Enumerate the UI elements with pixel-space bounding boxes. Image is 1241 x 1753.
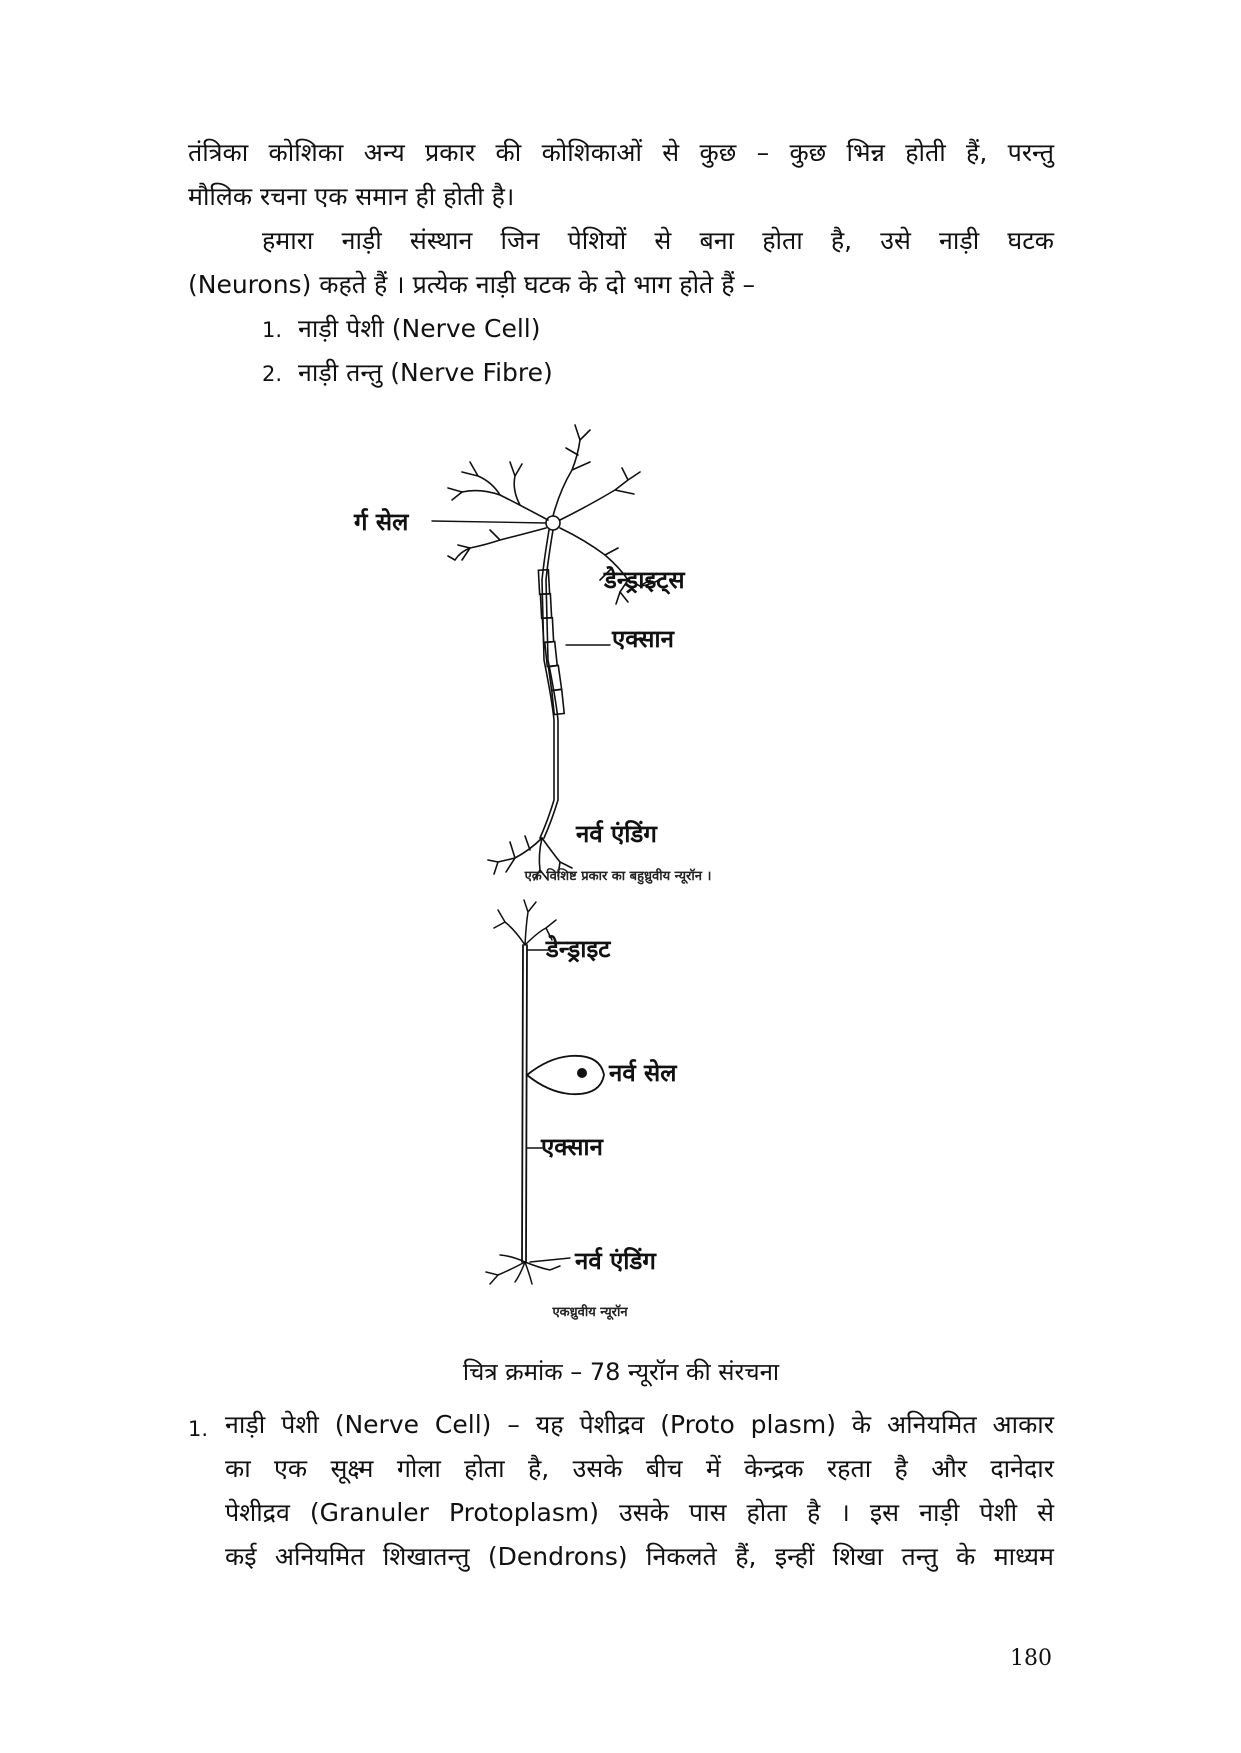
- list-text: नाड़ी तन्तु (Nerve Fibre): [298, 358, 553, 387]
- paragraph-1-line-1: तंत्रिका कोशिका अन्य प्रकार की कोशिकाओं से कुछ – कुछ भिन्न होती हैं, परन्तु: [188, 138, 1054, 167]
- axon-line: [538, 530, 564, 838]
- paragraph-2-line-2: (Neurons) कहते हैं । प्रत्येक नाड़ी घटक के दो भाग होते हैं –: [188, 270, 755, 299]
- numbered-paragraph-line-3: पेशीद्रव (Granuler Protoplasm) उसके पास होता है । इस नाड़ी पेशी से: [225, 1498, 1054, 1527]
- axon-label: एक्सान: [612, 625, 674, 653]
- unipolar-neuron-diagram: [486, 900, 678, 1320]
- list-number: 2.: [262, 362, 283, 386]
- dendrites-label: डेन्ड्राइट्स: [604, 566, 685, 594]
- numbered-paragraph-line-1: नाड़ी पेशी (Nerve Cell) – यह पेशीद्रव (Proto plasm) के अनियमित आकार: [225, 1410, 1054, 1439]
- nerve-ending-label: नर्व एंडिंग: [575, 1247, 656, 1275]
- list-number: 1.: [262, 318, 283, 342]
- paragraph-2-line-1: हमारा नाड़ी संस्थान जिन पेशियों से बना होता है, उसे नाड़ी घटक: [262, 226, 1054, 255]
- numbered-paragraph-line-4: कई अनियमित शिखातन्तु (Dendrons) निकलते हैं, इन्हीं शिखा तन्तु के माध्यम: [225, 1542, 1054, 1571]
- nerve-ending-branches: [486, 1255, 560, 1284]
- figure-caption: चित्र क्रमांक – 78 न्यूरॉन की संरचना: [462, 1358, 780, 1386]
- nerve-cell-label: नर्व सेल: [609, 1059, 677, 1087]
- diagram-1-subcaption: एक विशिष्ट प्रकार का बहुध्रुवीय न्यूरॉन ।: [524, 869, 712, 884]
- numbered-paragraph-line-2: का एक सूक्ष्म गोला होता है, उसके बीच में केन्द्रक रहता है और दानेदार: [225, 1454, 1054, 1483]
- nerve-ending-label: नर्व एंडिंग: [576, 820, 657, 848]
- nucleus-dot: [577, 1068, 587, 1078]
- cell-body-label: र्ग सेल: [354, 508, 409, 536]
- dendrite-label: डेन्ड्राइट: [546, 935, 611, 963]
- paragraph-1-line-2: मौलिक रचना एक समान ही होती है।: [188, 182, 515, 211]
- diagram-2-subcaption: एकध्रुवीय न्यूरॉन: [552, 1305, 628, 1320]
- axon-label: एक्सान: [541, 1133, 603, 1161]
- paragraph-number: 1.: [188, 1417, 209, 1441]
- multipolar-neuron-diagram: [353, 425, 711, 885]
- nerve-cell-body: [527, 1056, 604, 1094]
- axon-line: [522, 945, 527, 1262]
- page-number: 180: [1010, 1646, 1052, 1671]
- list-text: नाड़ी पेशी (Nerve Cell): [298, 314, 541, 343]
- leader-lines: [527, 950, 570, 1262]
